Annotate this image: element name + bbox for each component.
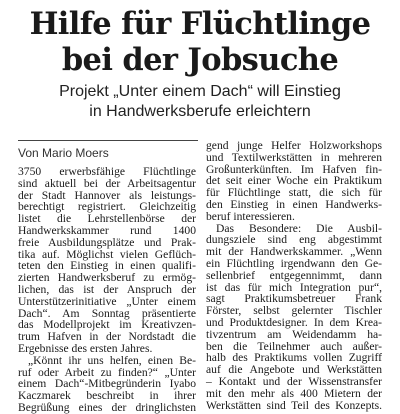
text-line: freie Ausbildungsplätze und Prak- (18, 235, 196, 249)
text-line: Dach“. Am Sonntag präsentierte (18, 306, 196, 320)
headline-line: bei der Jobsuche (61, 42, 339, 78)
text-line: „Könnt ihr uns helfen, einen Be- (28, 353, 196, 367)
text-line: Begrüßung eines der dringlichsten (18, 400, 196, 414)
text-line: trum Hafven in der Nordstadt die (18, 330, 196, 344)
subheadline-line: Projekt „Unter einem Dach“ will Einstieg (59, 83, 341, 100)
text-line: 3750 erwerbsfähige Flüchtlinge (18, 165, 196, 178)
text-line: ruf oder Arbeit zu finden?“ „Unter (18, 365, 196, 379)
text-line: der Stadt Hannover als leistungs- (18, 188, 196, 202)
article-column-1 (18, 166, 196, 414)
text-line: gend junge Helfer Holzworkshops (206, 139, 382, 152)
byline-rule (18, 140, 198, 141)
text-line: ist das für mich Integration pur“, (206, 280, 382, 294)
text-line: zierten Handwerksberuf zu ermög- (18, 271, 196, 285)
text-line: tika auf. Möglichst vielen Geflüch- (18, 247, 196, 261)
text-line: das Modellprojekt im Kreativzen- (18, 318, 196, 332)
text-line: sagt Praktikumsbetreuer Frank (206, 292, 382, 306)
text-line: halb des Praktikums vollen Zugriff (206, 351, 382, 365)
text-line: teten den Einstieg in einen qualifi- (18, 259, 196, 273)
text-line: dungsziele sind eng abgestimmt (206, 233, 382, 247)
subheadline-line: in Handwerksberufe erleichtern (89, 103, 311, 120)
text-line: und Textilwerkstätten in mehreren (206, 150, 382, 164)
article-subheadline (16, 82, 384, 122)
text-line: lichen, das ist der Anspruch der (18, 282, 196, 296)
text-line: sellenbrief entgegennimmt, dann (206, 268, 382, 282)
text-line: auf die Angebote und Werkstätten (206, 363, 382, 377)
article-column-2 (206, 140, 382, 411)
text-line: den Einstieg in einen Handwerks- (206, 197, 382, 211)
text-line: ben die Teilnehmer auch außer- (206, 339, 382, 353)
text-line: sind aktuell bei der Arbeitsagentur (18, 176, 196, 190)
text-line: Förster, selbst gelernter Tischler (206, 304, 382, 318)
text-line: det seit einer Woche ein Praktikum (206, 174, 382, 188)
text-line: Ergebnisse des ersten Jahres. (18, 341, 153, 355)
text-line: für Flüchtlinge statt, die sich für (206, 186, 382, 200)
text-line: mit der Handwerkskammer. „Wenn (206, 245, 382, 259)
headline-line: Hilfe für Flüchtlinge (29, 6, 371, 42)
text-line: berechtigt registriert. Gleichzeitig (18, 200, 196, 214)
text-line: Handwerkskammer rund 1400 (18, 223, 196, 237)
text-line: beruf interessieren. (206, 209, 295, 223)
text-line: Großunterkünften. Im Hafven fin- (206, 162, 382, 176)
article-byline: Von Mario Moers (18, 146, 109, 160)
text-line: und Produktdesigner. In dem Krea- (206, 315, 382, 329)
text-line: tivzentrum am Weidendamm ha- (206, 327, 382, 341)
text-line: ein Flüchtling irgendwann den Ge- (206, 256, 382, 270)
text-line: – Kontakt und der Wissenstransfer (206, 374, 382, 388)
text-line: Das Besondere: Die Ausbil- (216, 221, 382, 235)
text-line: listet die Lehrstellenbörse der (18, 212, 196, 226)
article-headline (16, 6, 384, 78)
text-line: Kaczmarek beschreibt in ihrer (18, 389, 196, 403)
text-line: Werkstätten sind Teil des Konzepts. (206, 398, 382, 412)
text-line: einem Dach“-Mitbegründerin Iyabo (18, 377, 196, 391)
text-line: Unterstützerinitiative „Unter einem (18, 294, 196, 308)
text-line: mit den mehr als 400 Mietern der (206, 386, 382, 400)
